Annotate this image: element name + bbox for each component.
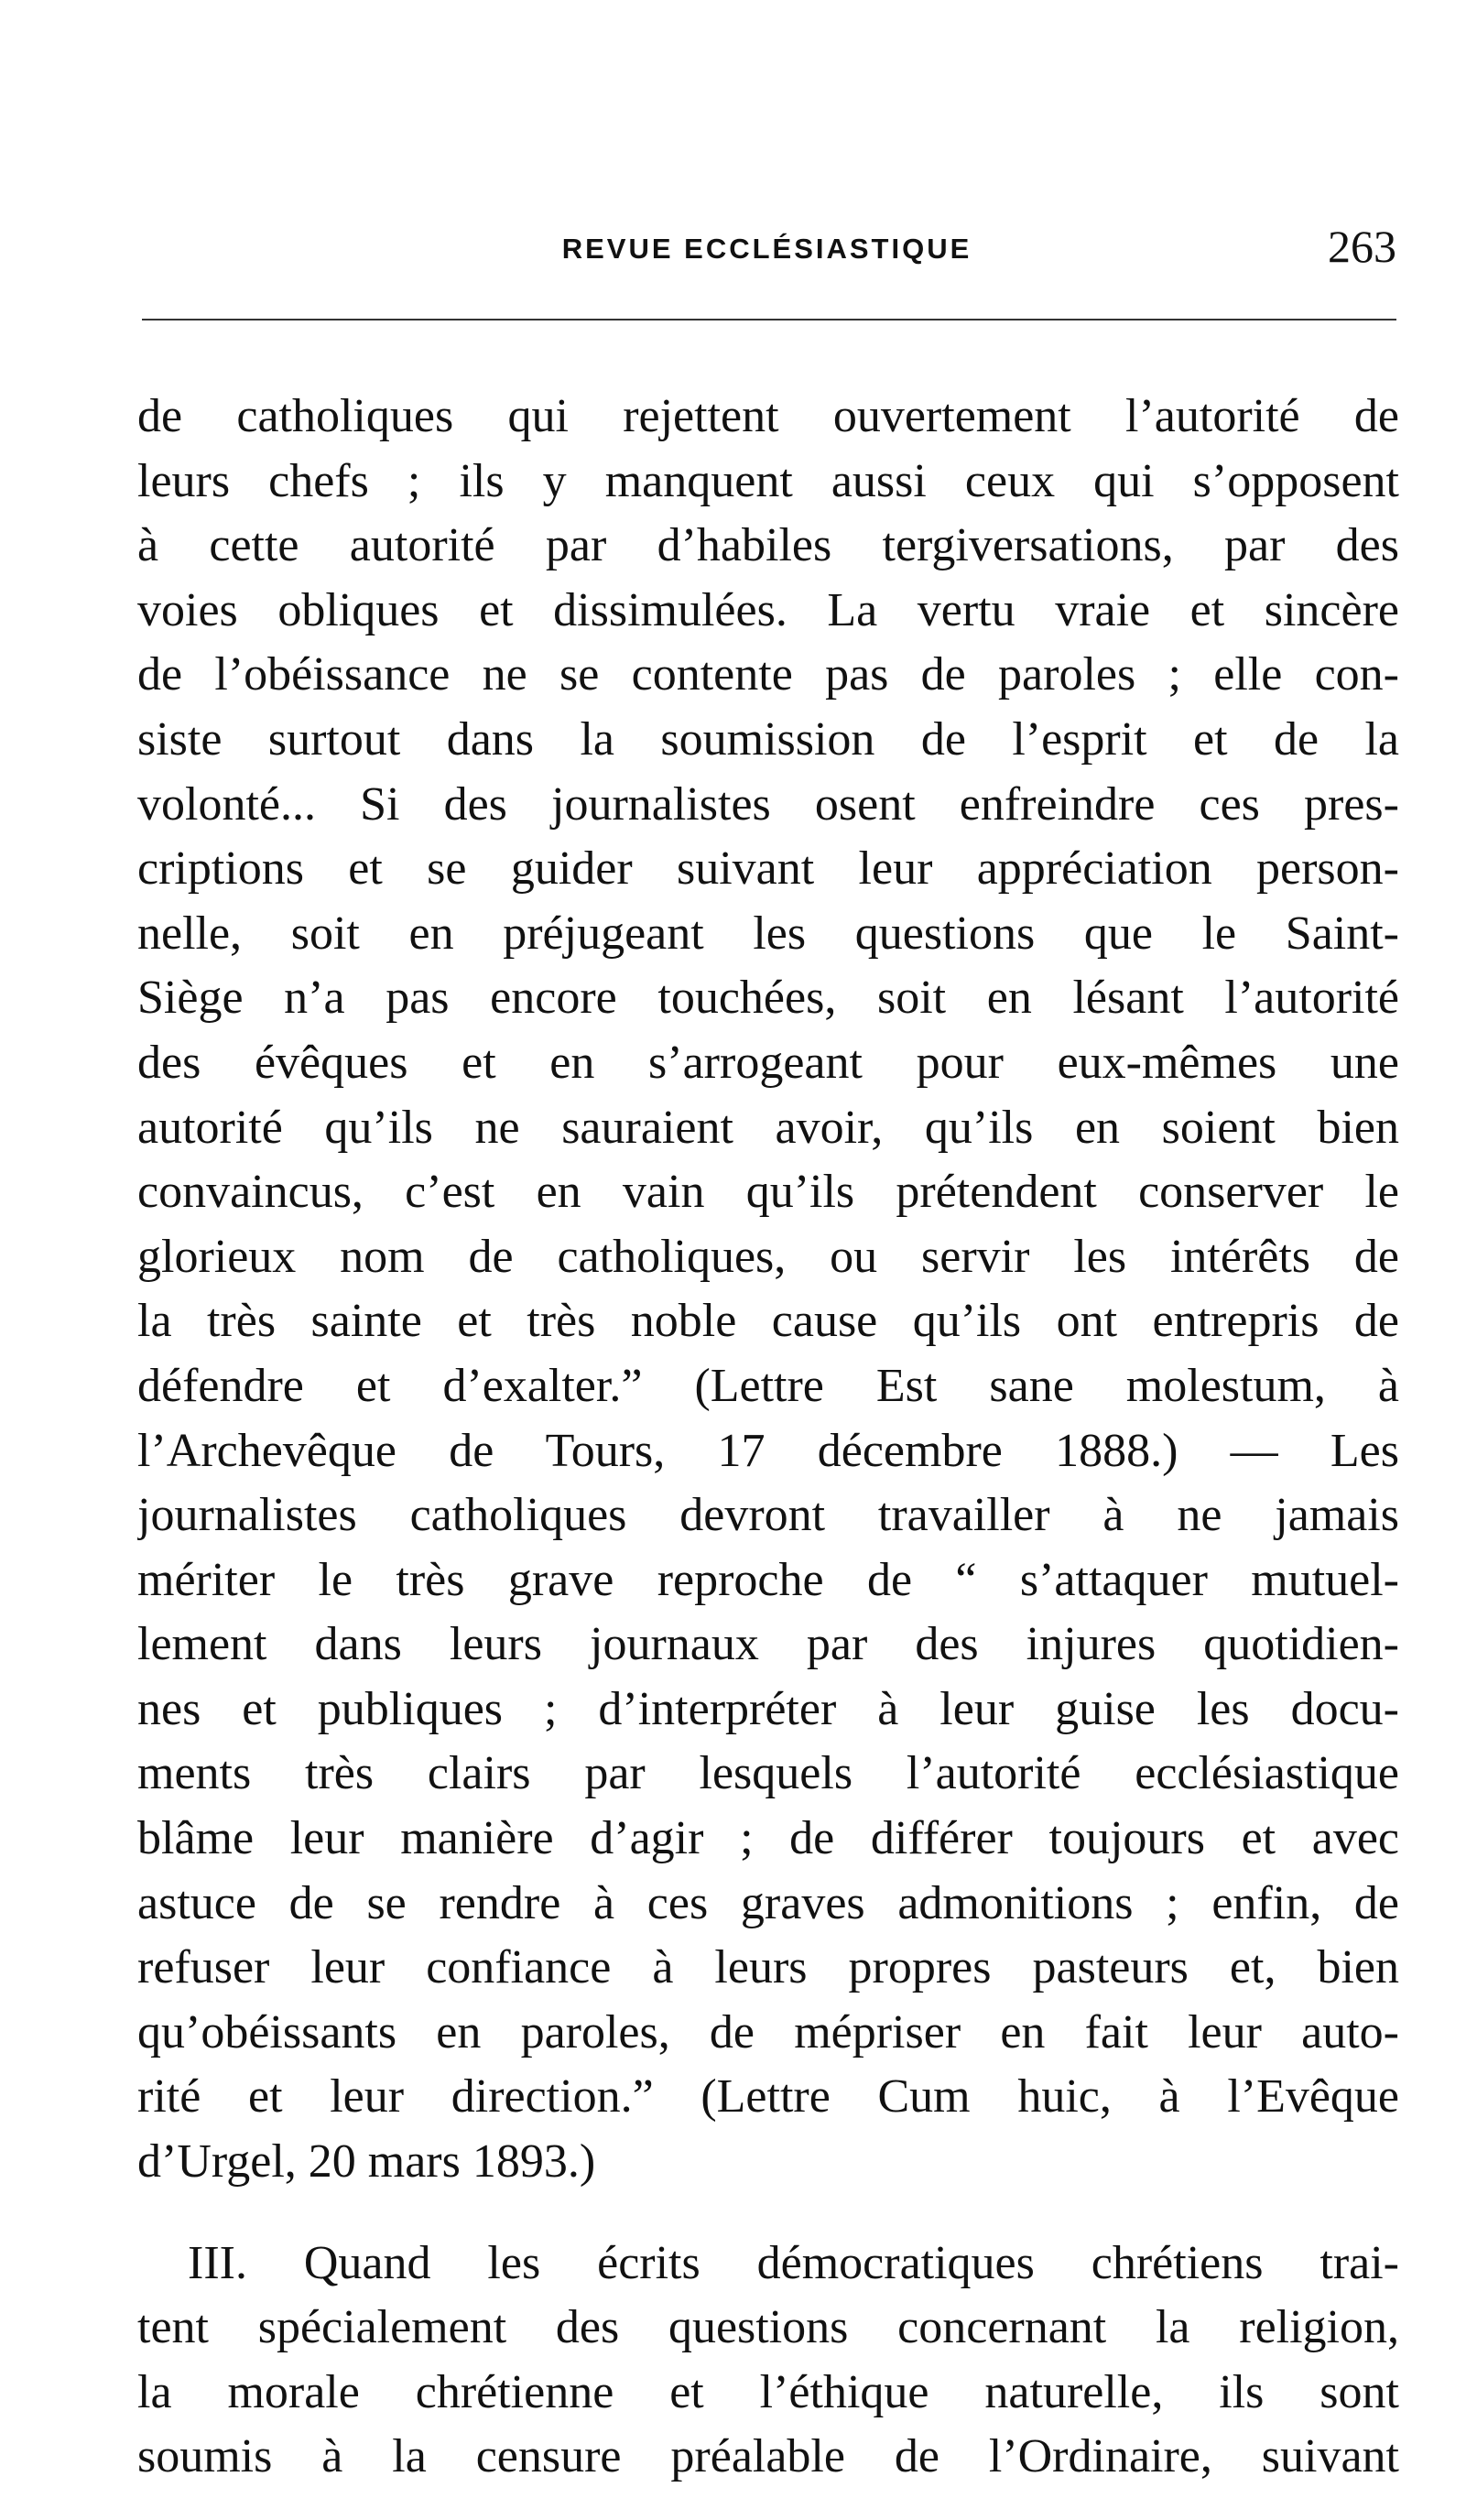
text-line: d’Urgel, 20 mars 1893.): [137, 2135, 596, 2189]
text-line: nelle, soit en préjugeant les questions que le Saint-: [137, 907, 1399, 960]
paragraph-gap: [137, 2195, 1399, 2232]
text-line: l’Archevêque de Tours, 17 décembre 1888.) — Les: [137, 1424, 1399, 1477]
paragraph-2: [137, 2232, 1399, 2490]
text-line: qu’obéissants en paroles, de mépriser en fait leur auto-: [137, 2005, 1399, 2058]
text-line: rité et leur direction.” (Lettre Cum huic, à l’Evêque: [137, 2070, 1399, 2124]
text-line: à cette autorité par d’habiles tergiversations, par des: [137, 519, 1399, 572]
text-line: défendre et d’exalter.” (Lettre Est sane molestum, à: [137, 1359, 1399, 1412]
text-line: III. Quand les écrits démocratiques chrétiens trai-: [188, 2236, 1399, 2289]
running-title: REVUE ECCLÉSIASTIQUE: [561, 233, 972, 265]
text-line: la très sainte et très noble cause qu’ils ont entrepris de: [137, 1295, 1399, 1348]
text-line: criptions et se guider suivant leur appréciation person-: [137, 842, 1399, 896]
text-line: tent spécialement des questions concernant la religion,: [137, 2301, 1399, 2354]
text-line: de catholiques qui rejettent ouvertement l’autorité de: [137, 390, 1399, 442]
text-line: refuser leur confiance à leurs propres pasteurs et, bien: [137, 1941, 1399, 1994]
text-line: volonté... Si des journalistes osent enfreindre ces pres-: [137, 777, 1399, 831]
running-header: [137, 220, 1396, 275]
text-line: siste surtout dans la soumission de l’esprit et de la: [137, 712, 1399, 766]
text-line: mériter le très grave reproche de “ s’attaquer mutuel-: [137, 1553, 1399, 1606]
text-line: ments très clairs par lesquels l’autorité ecclésiastique: [137, 1747, 1399, 1800]
text-line: blâme leur manière d’agir ; de différer toujours et avec: [137, 1812, 1399, 1865]
text-line: astuce de se rendre à ces graves admonitions ; enfin, de: [137, 1876, 1399, 1929]
text-line: la morale chrétienne et l’éthique naturelle, ils sont: [137, 2365, 1399, 2418]
text-line: des évêques et en s’arrogeant pour eux-mêmes une: [137, 1036, 1399, 1089]
text-line: voies obliques et dissimulées. La vertu vraie et sincère: [137, 583, 1399, 636]
text-line: convaincus, c’est en vain qu’ils prétendent conserver le: [137, 1166, 1399, 1219]
body-text: [137, 385, 1399, 2490]
text-line: glorieux nom de catholiques, ou servir les intérêts de: [137, 1230, 1399, 1283]
text-line: de l’obéissance ne se contente pas de paroles ; elle con-: [137, 648, 1399, 701]
text-line: leurs chefs ; ils y manquent aussi ceux qui s’opposent: [137, 454, 1399, 507]
text-line: Siège n’a pas encore touchées, soit en lésant l’autorité: [137, 972, 1399, 1025]
text-line: soumis à la censure préalable de l’Ordinaire, suivant: [137, 2430, 1399, 2483]
text-line: journalistes catholiques devront travailler à ne jamais: [137, 1489, 1399, 1542]
text-line: lement dans leurs journaux par des injures quotidien-: [137, 1618, 1399, 1671]
header-rule: [142, 319, 1396, 320]
page-number: 263: [1328, 221, 1396, 272]
paragraph-1: [137, 385, 1399, 2195]
text-line: nes et publiques ; d’interpréter à leur guise les docu-: [137, 1682, 1399, 1735]
text-line: autorité qu’ils ne sauraient avoir, qu’ils en soient bien: [137, 1101, 1399, 1154]
